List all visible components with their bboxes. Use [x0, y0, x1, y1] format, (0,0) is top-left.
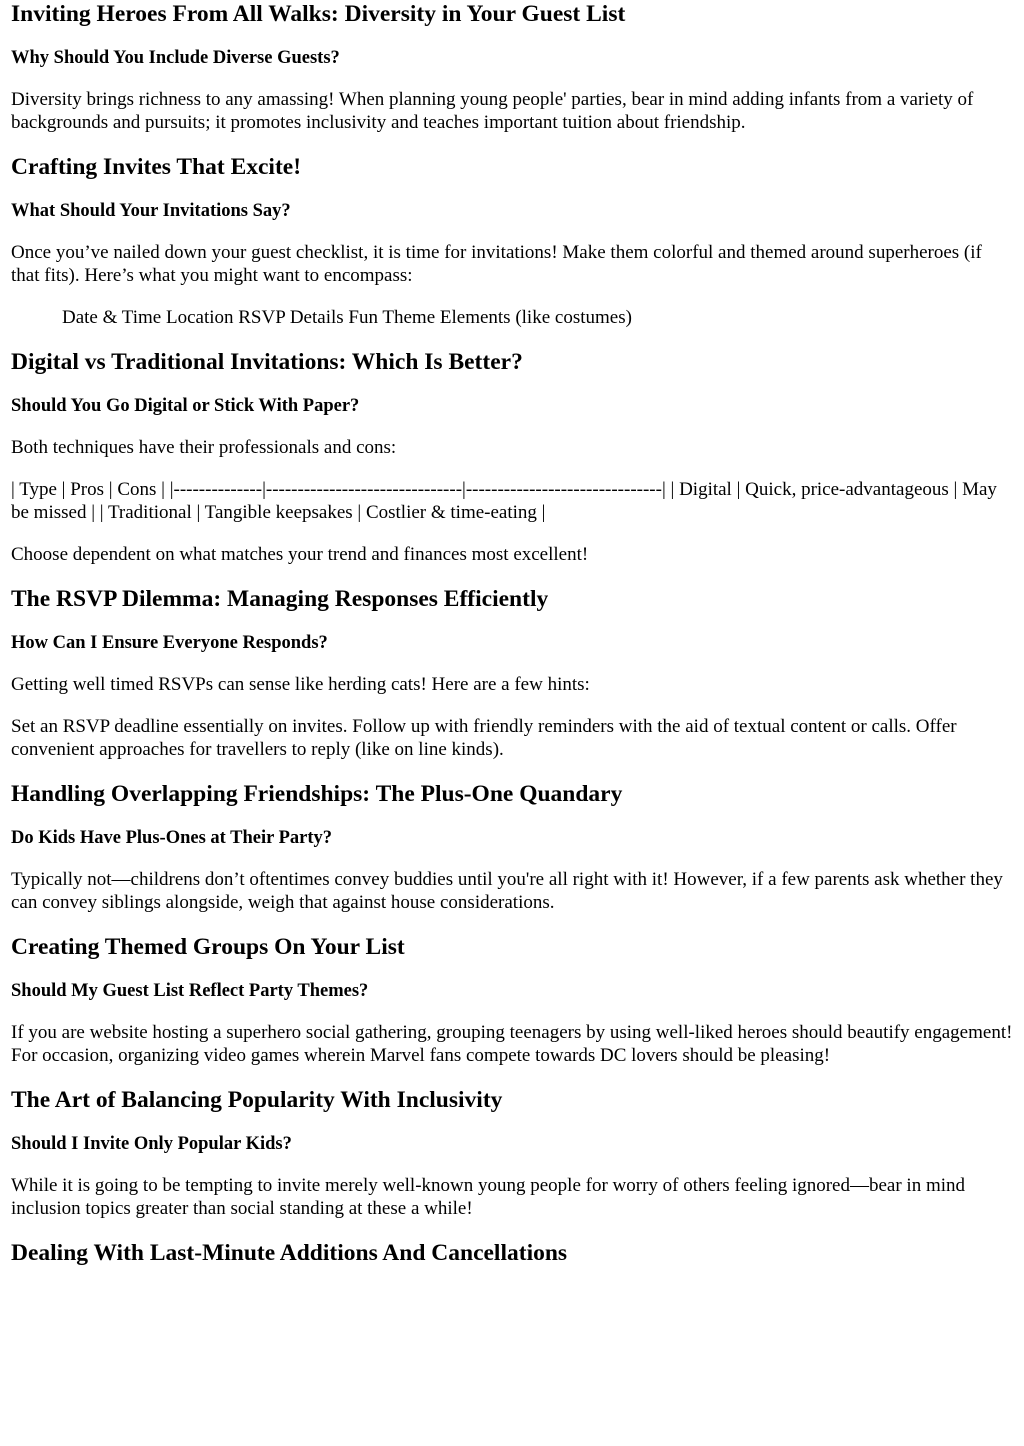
section-subheading: Should My Guest List Reflect Party Themes? — [11, 981, 369, 1001]
section-heading: Crafting Invites That Excite! — [11, 154, 302, 180]
section-heading: The RSVP Dilemma: Managing Responses Efficiently — [11, 586, 549, 612]
section-subheading: Should I Invite Only Popular Kids? — [11, 1134, 292, 1154]
section-subheading: What Should Your Invitations Say? — [11, 201, 291, 221]
section-heading: Dealing With Last-Minute Additions And Cancellations — [11, 1240, 568, 1266]
paragraph: Choose dependent on what matches your trend and finances most excellent! — [11, 544, 589, 565]
section-heading: Handling Overlapping Friendships: The Plus-One Quandary — [11, 781, 623, 807]
paragraph: Getting well timed RSVPs can sense like herding cats! Here are a few hints: — [11, 674, 590, 695]
paragraph: Diversity brings richness to any amassing! When planning young people' parties, bear in mind adding infants from a variety of backgrounds and pursuits; it promotes inclusivity and teaches important tuition about friendship. — [11, 89, 974, 133]
section-heading: Digital vs Traditional Invitations: Which Is Better? — [11, 349, 523, 375]
section-subheading: Should You Go Digital or Stick With Paper? — [11, 396, 360, 416]
pros-cons-table-text: | Type | Pros | Cons | |--------------|-------------------------------|-------------------------------| | Digital | Quick, price-advantageous | May be missed | | Traditional | Tangible keepsakes | Costlier & time-eating | — [11, 479, 997, 523]
section-heading: Inviting Heroes From All Walks: Diversity in Your Guest List — [11, 1, 626, 27]
paragraph: Both techniques have their professionals and cons: — [11, 437, 397, 458]
section-subheading: How Can I Ensure Everyone Responds? — [11, 633, 328, 653]
paragraph: While it is going to be tempting to invite merely well-known young people for worry of others feeling ignored—bear in mind inclusion topics greater than social standing at these a while! — [11, 1175, 966, 1219]
paragraph: Typically not—childrens don’t oftentimes convey buddies until you're all right with it! However, if a few parents ask whether they can convey siblings alongside, weigh that against house considerations. — [11, 869, 1003, 913]
paragraph: Once you’ve nailed down your guest checklist, it is time for invitations! Make them colorful and themed around superheroes (if that fits). Here’s what you might want to encompass: — [11, 242, 982, 286]
section-subheading: Do Kids Have Plus-Ones at Their Party? — [11, 828, 333, 848]
section-heading: The Art of Balancing Popularity With Inclusivity — [11, 1087, 503, 1113]
section-subheading: Why Should You Include Diverse Guests? — [11, 48, 340, 68]
invitation-items-list: Date & Time Location RSVP Details Fun Theme Elements (like costumes) — [62, 307, 632, 328]
section-heading: Creating Themed Groups On Your List — [11, 934, 405, 960]
paragraph: Set an RSVP deadline essentially on invites. Follow up with friendly reminders with the aid of textual content or calls. Offer convenient approaches for travellers to reply (like on line kinds). — [11, 716, 957, 760]
paragraph: If you are website hosting a superhero social gathering, grouping teenagers by using well-liked heroes should beautify engagement! For occasion, organizing video games wherein Marvel fans compete towards DC lovers should be pleasing! — [11, 1022, 1013, 1066]
